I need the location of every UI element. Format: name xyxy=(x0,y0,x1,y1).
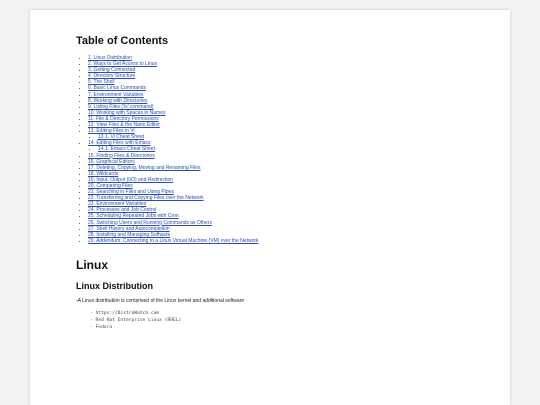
toc-link-9[interactable]: 9. Listing Files ('ls' command) xyxy=(88,103,154,110)
toc-link-24[interactable]: 24. Processes and Job Control xyxy=(88,207,157,214)
toc-link-3[interactable]: 3. Getting Connected xyxy=(88,67,136,74)
intro-paragraph: -A Linux distribution is comprised of the Linux kernel and additional software xyxy=(76,297,245,304)
toc-link-29[interactable]: 29. Addendum: Connecting to a Linux Virtual Machine (VM) over the Network xyxy=(88,237,259,244)
toc-link-11[interactable]: 11. File & Directory Permissions xyxy=(88,115,159,122)
toc-link-21[interactable]: 21. Searching in Files and Using Pipes xyxy=(88,189,174,196)
toc-link-25[interactable]: 25. Scheduling Repeated Jobs with Cron xyxy=(88,213,179,220)
toc-link-27[interactable]: 27. Shell History and Autocompletion xyxy=(88,225,170,232)
document-page xyxy=(30,10,510,405)
toc-link-26[interactable]: 26. Switching Users and Running Commands as Others xyxy=(88,219,212,226)
toc-item xyxy=(88,140,486,152)
toc-item xyxy=(88,238,486,244)
section-title: Linux xyxy=(76,257,108,272)
toc-link-19[interactable]: 19. Input, Output (I/O) and Redirection xyxy=(88,176,174,183)
toc-link-22[interactable]: 22. Transferring and Copying Files over the Network xyxy=(88,195,204,202)
toc-link-10[interactable]: 10. Working with Spaces in Names xyxy=(88,109,166,116)
toc-link-23[interactable]: 23. Environment Variables xyxy=(88,201,147,208)
toc-link-20[interactable]: 20. Comparing Files xyxy=(88,182,133,189)
toc-link-6[interactable]: 6. Basic Linux Commands xyxy=(88,85,147,92)
toc-link-7[interactable]: 7. Environment Variables xyxy=(88,91,144,98)
toc-link-14[interactable]: 14. Editing Files with Emacs xyxy=(88,140,151,147)
code-line: - https://DistroWatch.com xyxy=(90,310,160,316)
toc-link-2[interactable]: 2. Ways to Get Access to Linux xyxy=(88,61,158,68)
toc-link-12[interactable]: 12. View Files & the Nano Editor xyxy=(88,122,160,129)
toc-title: Table of Contents xyxy=(76,35,169,47)
toc-link-5[interactable]: 5. The Shell xyxy=(88,79,115,86)
toc-item xyxy=(88,128,486,140)
code-line: - Red Hat Enterprise Linux (RHEL) xyxy=(90,317,182,323)
document-content xyxy=(76,34,486,340)
toc-link-15[interactable]: 15. Finding Files & Directories xyxy=(88,152,155,159)
toc-link-1[interactable]: 1. Linux Distribution xyxy=(88,55,132,61)
toc-link-13[interactable]: 13. Editing Files in Vi xyxy=(88,128,135,135)
code-block xyxy=(76,310,486,340)
toc-link-4[interactable]: 4. Directory Structure xyxy=(88,73,136,80)
toc-link-17[interactable]: 17. Deleting, Copying, Moving and Renaming Files xyxy=(88,164,201,171)
toc-link-14-1[interactable]: 14.1. Emacs Cheat Sheet xyxy=(98,146,155,153)
toc-link-28[interactable]: 28. Installing and Managing Software xyxy=(88,231,171,238)
toc-link-8[interactable]: 8. Working with Directories xyxy=(88,97,148,104)
subsection-title: Linux Distribution xyxy=(76,280,153,291)
code-line: - Fedora xyxy=(90,324,113,330)
toc-link-16[interactable]: 16. Graphical Editors xyxy=(88,158,135,165)
toc-list xyxy=(76,55,486,244)
toc-link-13-1[interactable]: 13.1. Vi Cheat Sheet xyxy=(98,134,145,141)
toc-link-18[interactable]: 18. Wildcards xyxy=(88,170,119,177)
